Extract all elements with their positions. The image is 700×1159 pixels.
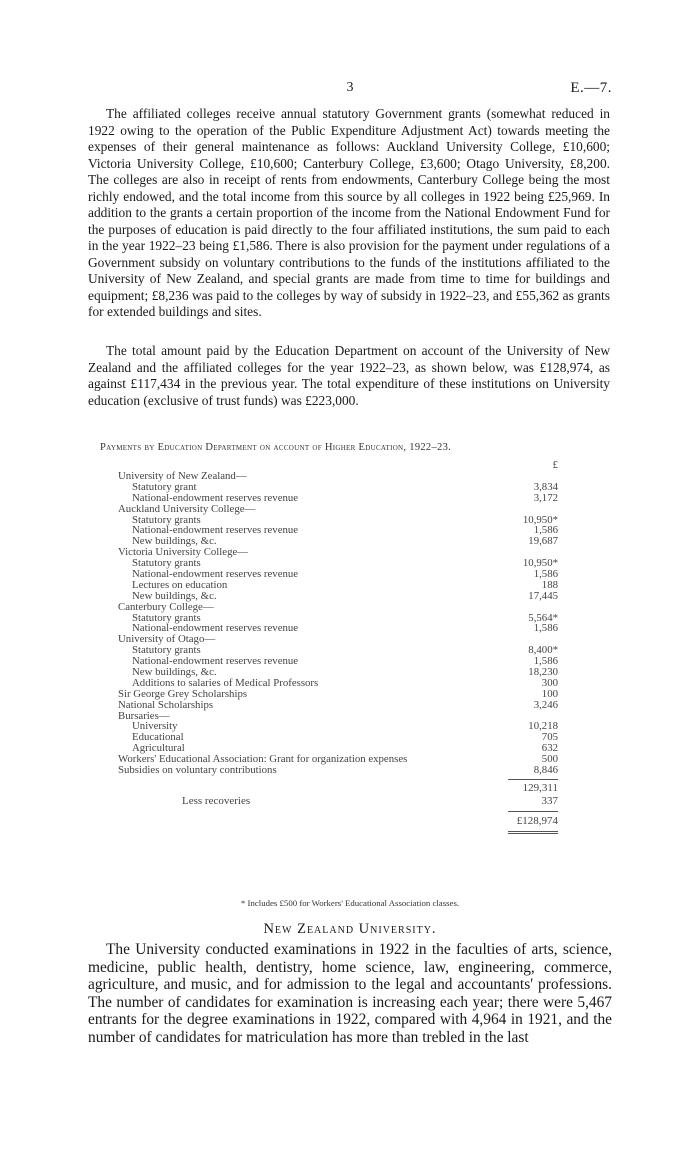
less-recoveries-row [118,795,558,808]
row-label: University [132,720,178,733]
row-label: Statutory grants [132,557,201,570]
paragraph-text: The total amount paid by the Education Department on account of the University of New Zealand and the affiliated colleges for the year 1922–23, as shown below, was £128,974, as against £117,434 in the previous year. The total expenditure of these institutions on University education (exclusive of trust funds) was £223,000. [88,343,610,408]
row-label: National-endowment reserves revenue [132,568,299,581]
row-value: 100 [541,687,558,700]
row-value: 3,172 [533,491,558,504]
total-value: £128,974 [516,814,558,827]
table-row [118,765,558,776]
row-label: Educational [132,731,184,744]
table-row [118,721,558,732]
row-value: 500 [541,753,558,766]
table-row [118,602,558,613]
row-label: Sir George Grey Scholarships [118,687,248,700]
row-label: Statutory grants [132,513,201,526]
row-value: 705 [541,731,558,744]
row-label: Canterbury College— [118,600,214,613]
row-label: National Scholarships [118,698,214,711]
row-value: 19,687 [528,535,558,548]
row-label: National-endowment reserves revenue [132,491,299,504]
row-value: 10,950* [522,513,558,526]
paragraph-university [88,941,612,1046]
section-heading: New Zealand University. [263,921,437,937]
subtotal-rule [508,779,558,780]
row-value: 1,586 [533,622,558,635]
row-label: New buildings, &c. [132,589,217,602]
row-label: New buildings, &c. [132,535,217,548]
row-value: 3,834 [533,480,558,493]
paragraph-text: The University conducted examinations in 1922 in the faculties of arts, science, medicine, public health, dentistry, home science, law, engineering, commerce, agriculture, and music, and for admission to the legal and accountants' professions. The number of candidates for examination is increasing each year; there were 5,467 entrants for the degree examinations in 1922, compared with 4,964 in 1921, and the number of candidates for matriculation has more than trebled in the last [88,941,612,1046]
total-rule [508,811,558,812]
table-footnote: * Includes £500 for Workers' Educational Association classes. [240,898,460,908]
row-value: 8,400* [528,644,558,657]
row-label: New buildings, &c. [132,666,217,679]
row-label: Statutory grants [132,611,201,624]
table-row [118,711,558,722]
row-value: 188 [541,578,558,591]
row-value: 8,846 [533,764,558,777]
row-label: University of Otago— [118,633,216,646]
paragraph-text: The affiliated colleges receive annual statutory Government grants (somewhat reduced in 1922 owing to the operation of the Public Expenditure Adjustment Act) towards meeting the expenses of their general maintenance as follows: Auckland University College, £10,600; Victoria University College, £10,600; Canterbury College, £3,600; Otago University, £8,200. The colleges are also in receipt of rents from endowments, Canterbury College being the most richly endowed, and the total income from this source by all colleges in 1922 being £25,969. In addition to the grants a certain proportion of the income from the National Endowment Fund for the purposes of education is paid directly to the four affiliated institutions, the sum paid to each in the year 1922–23 being £1,586. There is also provision for the payment under regulations of a Government subsidy on voluntary contributions to the funds of the institutions affiliated to the University of New Zealand, and special grants are made from time to time for buildings and equipment; £8,236 was paid to the colleges by way of subsidy in 1922–23, and £55,362 as grants for extended buildings and sites. [88,106,610,319]
row-label: Workers' Educational Association: Grant for organization expenses [118,753,408,766]
table-totals [118,776,558,840]
less-recoveries-value: 337 [541,794,558,807]
less-recoveries-label: Less recoveries [182,794,251,807]
row-value: 300 [541,676,558,689]
row-value: 10,950* [522,557,558,570]
table-rows [118,471,558,776]
paragraph-affiliated-colleges [88,106,610,321]
total-double-rule-1 [508,831,558,832]
row-value: 3,246 [533,698,558,711]
row-value: 17,445 [528,589,558,602]
page-number: 3 [346,80,354,95]
row-label: University of New Zealand— [118,470,247,482]
row-label: Additions to salaries of Medical Professors [132,676,319,689]
total-double-rule-2 [508,833,558,834]
payments-table [118,460,558,840]
row-value: 5,564* [528,611,558,624]
total-row [118,815,558,828]
row-value: 10,218 [528,720,558,733]
row-label: Bursaries— [118,709,170,722]
row-label: Statutory grants [132,644,201,657]
row-value: 632 [541,742,558,755]
row-label: Agricultural [132,742,185,755]
row-value: 1,586 [533,568,558,581]
row-label: National-endowment reserves revenue [132,524,299,537]
currency-symbol: £ [552,459,558,471]
subtotal-row [118,782,558,795]
document-reference: E.—7. [570,80,612,96]
table-row [118,504,558,515]
row-value: 1,586 [533,524,558,537]
paragraph-total-amount [88,343,610,409]
row-label: Lectures on education [132,578,228,591]
subtotal-value: 129,311 [522,781,558,794]
table-row [118,700,558,711]
row-value: 1,586 [533,655,558,668]
row-label: National-endowment reserves revenue [132,622,299,635]
row-label: National-endowment reserves revenue [132,655,299,668]
table-title: Payments by Education Department on account of Higher Education, 1922–23. [100,442,452,453]
row-label: Subsidies on voluntary contributions [118,764,277,777]
row-value: 18,230 [528,666,558,679]
row-label: Statutory grant [132,480,197,493]
row-label: Auckland University College— [118,502,256,515]
row-label: Victoria University College— [118,546,249,559]
